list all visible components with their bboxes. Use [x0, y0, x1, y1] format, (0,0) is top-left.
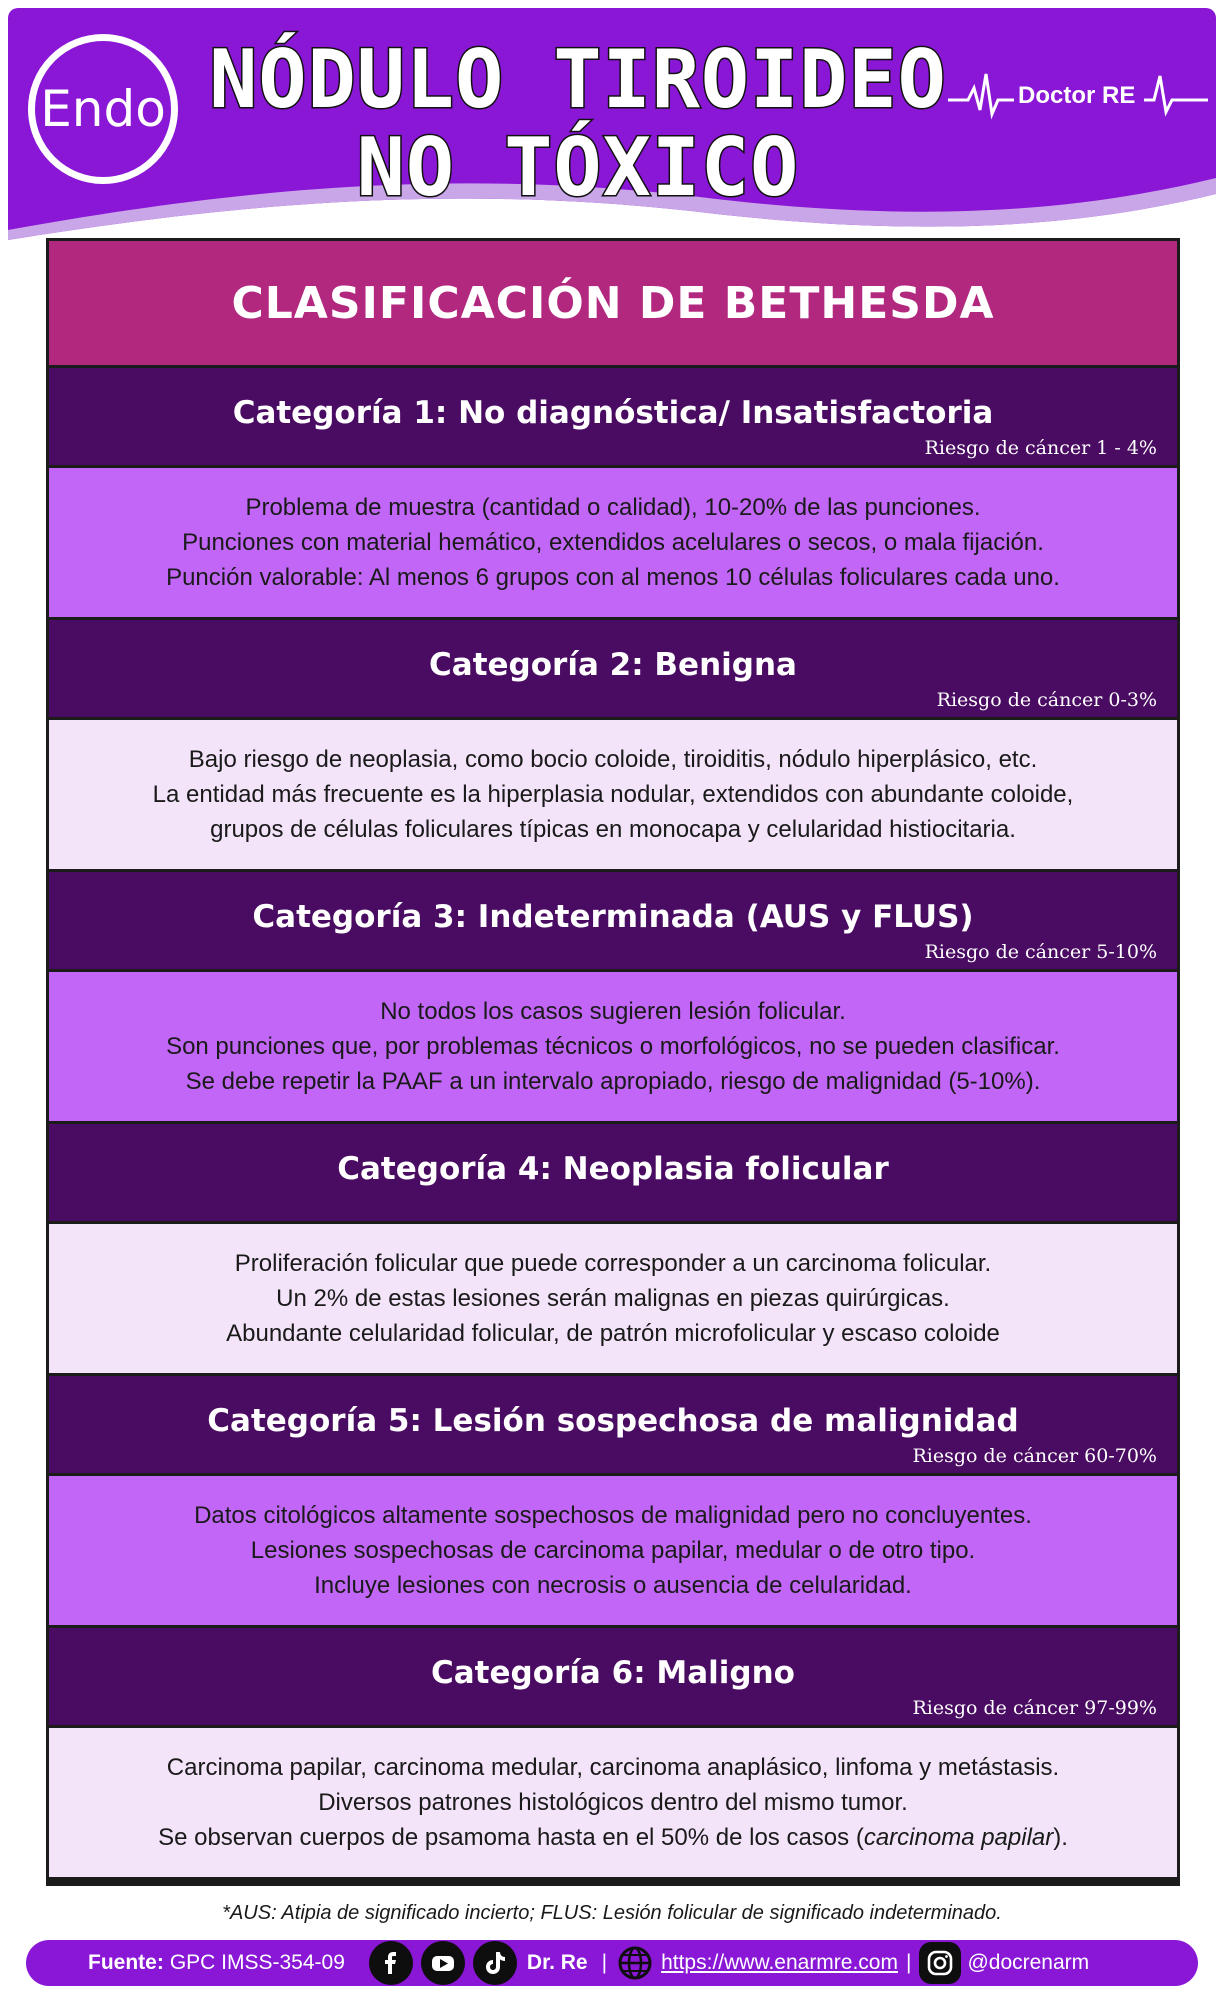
- category-6-risk: Riesgo de cáncer 97-99%: [912, 1697, 1157, 1719]
- description-line: Datos citológicos altamente sospechosos de malignidad pero no concluyentes.: [194, 1502, 1032, 1529]
- footer-bar: [26, 1940, 1198, 1986]
- page-title-line-2: NO TÓXICO: [356, 121, 800, 214]
- category-4-description: [49, 1224, 1177, 1373]
- description-line: Diversos patrones histológicos dentro del mismo tumor.: [318, 1789, 908, 1816]
- description-line: Se debe repetir la PAAF a un intervalo apropiado, riesgo de malignidad (5-10%).: [185, 1068, 1041, 1095]
- header-banner: [8, 8, 1216, 258]
- globe-icon: [615, 1943, 655, 1983]
- endo-badge: [28, 34, 178, 184]
- description-line: Proliferación folicular que puede corresponder a un carcinoma folicular.: [234, 1250, 992, 1277]
- table-heading-text: CLASIFICACIÓN DE BETHESDA: [231, 277, 995, 329]
- description-line: Problema de muestra (cantidad o calidad), 10-20% de las punciones.: [245, 494, 981, 521]
- description-line: La entidad más frecuente es la hiperplasia nodular, extendidos con abundante coloide,: [152, 781, 1074, 808]
- footer-separator: |: [601, 1951, 608, 1974]
- category-6-description: [49, 1728, 1177, 1877]
- category-3-title: Categoría 3: Indeterminada (AUS y FLUS): [252, 898, 974, 935]
- category-5-title: Categoría 5: Lesión sospechosa de malignidad: [207, 1402, 1019, 1439]
- description-line: Incluye lesiones con necrosis o ausencia de celularidad.: [314, 1572, 912, 1599]
- category-3-header: [49, 872, 1177, 969]
- category-2-header: [49, 620, 1177, 717]
- category-5-header: [49, 1376, 1177, 1473]
- author-name: Dr. Re: [526, 1951, 588, 1974]
- description-line: Carcinoma papilar, carcinoma medular, carcinoma anaplásico, linfoma y metástasis.: [166, 1754, 1060, 1781]
- category-3-risk: Riesgo de cáncer 5-10%: [924, 941, 1157, 963]
- source-label: Fuente:: [88, 1951, 164, 1974]
- table-heading: [49, 241, 1177, 365]
- description-line: Bajo riesgo de neoplasia, como bocio coloide, tiroiditis, nódulo hiperplásico, etc.: [188, 746, 1038, 773]
- description-text: Se observan cuerpos de psamoma hasta en el 50% de los casos (: [158, 1824, 864, 1851]
- description-line: Un 2% de estas lesiones serán malignas en piezas quirúrgicas.: [276, 1285, 950, 1312]
- description-line: Punciones con material hemático, extendidos acelulares o secos, o mala fijación.: [182, 529, 1044, 556]
- page-title-line-1: NÓDULO TIROIDEO: [209, 33, 947, 126]
- abbreviation-footnote: *AUS: Atipia de significado incierto; FLUS: Lesión folicular de significado indeterminado.: [222, 1902, 1002, 1924]
- category-5-risk: Riesgo de cáncer 60-70%: [912, 1445, 1157, 1467]
- tiktok-icon[interactable]: [473, 1941, 517, 1985]
- bethesda-table: [46, 238, 1180, 1886]
- category-4-title: Categoría 4: Neoplasia folicular: [337, 1150, 889, 1187]
- description-line: grupos de células foliculares típicas en monocapa y celularidad histiocitaria.: [210, 816, 1016, 843]
- category-5-description: [49, 1476, 1177, 1625]
- description-line: Abundante celularidad folicular, de patrón microfolicular y escaso coloide: [226, 1320, 1000, 1347]
- category-1-risk: Riesgo de cáncer 1 - 4%: [924, 437, 1157, 459]
- endo-badge-label: Endo: [40, 80, 166, 138]
- description-line: Lesiones sospechosas de carcinoma papilar, medular o de otro tipo.: [250, 1537, 976, 1564]
- description-text: ).: [1053, 1824, 1068, 1851]
- brand-logo: [948, 64, 1208, 124]
- footer-separator: |: [905, 1951, 912, 1974]
- category-2-description: [49, 720, 1177, 869]
- page-title: [178, 33, 978, 214]
- description-line: Son punciones que, por problemas técnicos o morfológicos, no se pueden clasificar.: [166, 1033, 1060, 1060]
- source-citation: [88, 1951, 345, 1975]
- description-italic-text: carcinoma papilar: [863, 1824, 1054, 1851]
- facebook-icon[interactable]: [369, 1941, 413, 1985]
- category-4-header: [49, 1124, 1177, 1221]
- category-6-header: [49, 1628, 1177, 1725]
- website-link[interactable]: https://www.enarmre.com: [661, 1951, 898, 1974]
- brand-name: Doctor RE: [1018, 82, 1136, 109]
- category-6-title: Categoría 6: Maligno: [431, 1654, 795, 1691]
- youtube-icon[interactable]: [421, 1941, 465, 1985]
- category-2-risk: Riesgo de cáncer 0-3%: [936, 689, 1157, 711]
- category-1-title: Categoría 1: No diagnóstica/ Insatisfactoria: [232, 394, 994, 431]
- description-line: No todos los casos sugieren lesión folicular.: [380, 998, 846, 1025]
- description-line: Punción valorable: Al menos 6 grupos con al menos 10 células foliculares cada uno.: [166, 564, 1060, 591]
- description-line-with-italic: [158, 1820, 1068, 1855]
- category-1-header: [49, 368, 1177, 465]
- category-2-title: Categoría 2: Benigna: [429, 646, 797, 683]
- category-3-description: [49, 972, 1177, 1121]
- source-value: GPC IMSS-354-09: [169, 1951, 345, 1974]
- category-1-description: [49, 468, 1177, 617]
- instagram-icon[interactable]: [919, 1942, 961, 1984]
- social-icons: [369, 1941, 517, 1985]
- instagram-handle[interactable]: @docrenarm: [967, 1951, 1090, 1974]
